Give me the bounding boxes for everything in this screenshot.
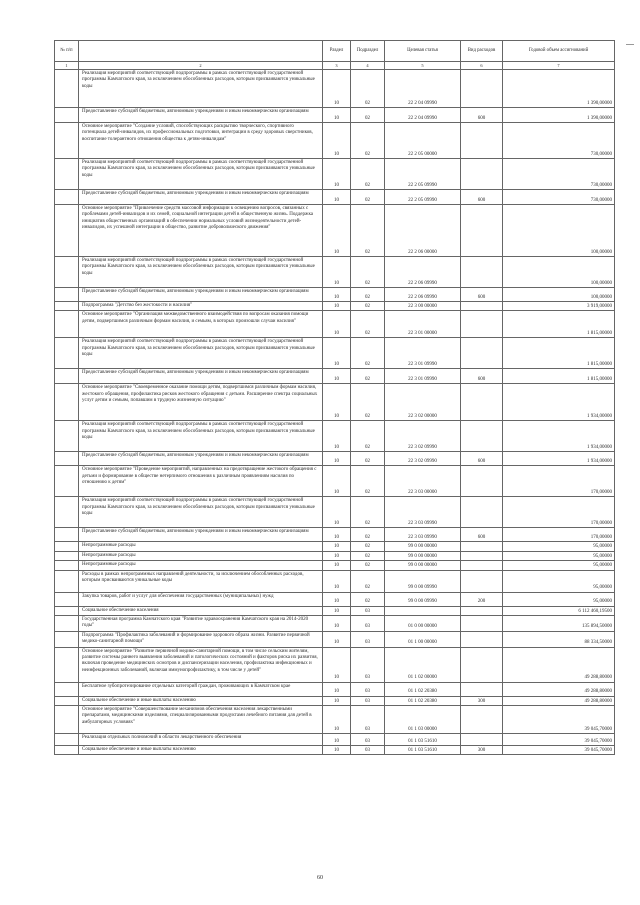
cell-razdel: 10 <box>323 570 351 592</box>
cell-vid <box>461 384 503 421</box>
cell-name: Реализация мероприятий соответствующей подпрограммы в рамках соответствующей государственной программы Камчатского края, за исключением обособленных расходов, которым присваиваются уникальные коды <box>79 70 323 108</box>
cell-podrazdel: 02 <box>351 551 385 560</box>
cell-sum: 730,00000 <box>503 159 615 190</box>
cell-podrazdel: 03 <box>351 745 385 754</box>
cell-vid <box>461 311 503 338</box>
header-num: № п/п <box>55 41 79 62</box>
cell-podrazdel: 03 <box>351 682 385 696</box>
cell-sum: 1 934,00000 <box>503 384 615 421</box>
cell-razdel: 10 <box>323 369 351 384</box>
cell-sum: 1 934,00000 <box>503 452 615 466</box>
cell-razdel: 10 <box>323 452 351 466</box>
cell-vid: 600 <box>461 452 503 466</box>
cell-sum: 49 288,80000 <box>503 647 615 682</box>
page-number: 60 <box>317 875 323 881</box>
cell-sum: 100,00000 <box>503 257 615 288</box>
cell-vid: 600 <box>461 288 503 302</box>
cell-num <box>55 561 79 570</box>
cell-razdel: 10 <box>323 647 351 682</box>
cell-target: 22 2 05 09990 <box>385 159 461 190</box>
cell-sum: 1 815,00000 <box>503 311 615 338</box>
cell-podrazdel: 03 <box>351 733 385 745</box>
cell-vid <box>461 705 503 733</box>
cell-sum: 39 045,70000 <box>503 705 615 733</box>
header-podrazdel: Подраздел <box>351 41 385 62</box>
cell-vid: 300 <box>461 745 503 754</box>
colnum: 6 <box>461 62 503 70</box>
cell-name: Предоставление субсидий бюджетным, автономным учреждениям и иным некоммерческим организациям <box>79 369 323 384</box>
cell-name: Предоставление субсидий бюджетным, автономным учреждениям и иным некоммерческим организациям <box>79 528 323 542</box>
cell-num <box>55 551 79 560</box>
cell-name: Непрограммные расходы <box>79 561 323 570</box>
cell-razdel: 10 <box>323 497 351 528</box>
table-row <box>55 369 615 384</box>
cell-sum: 95,00000 <box>503 542 615 551</box>
cell-name: Реализация мероприятий соответствующей подпрограммы в рамках соответствующей государственной программы Камчатского края, за исключением обособленных расходов, которым присваиваются уникальные коды <box>79 497 323 528</box>
table-row <box>55 528 615 542</box>
cell-razdel: 10 <box>323 528 351 542</box>
cell-name: Предоставление субсидий бюджетным, автономным учреждениям и иным некоммерческим организациям <box>79 288 323 302</box>
table-header <box>55 41 615 70</box>
cell-sum: 730,00000 <box>503 190 615 205</box>
cell-sum: 1 815,00000 <box>503 338 615 369</box>
cell-vid: 600 <box>461 528 503 542</box>
cell-sum: 95,00000 <box>503 561 615 570</box>
cell-target: 99 0 00 00000 <box>385 561 461 570</box>
table-row <box>55 745 615 754</box>
cell-podrazdel: 03 <box>351 615 385 631</box>
cell-sum: 1 390,00000 <box>503 108 615 123</box>
cell-sum: 6 112 460,19500 <box>503 606 615 615</box>
cell-podrazdel: 02 <box>351 452 385 466</box>
table-row <box>55 421 615 452</box>
cell-razdel: 10 <box>323 159 351 190</box>
cell-target: 01 1 02 20380 <box>385 696 461 705</box>
cell-vid <box>461 733 503 745</box>
table-row <box>55 551 615 560</box>
table-row <box>55 561 615 570</box>
cell-razdel: 10 <box>323 288 351 302</box>
table-row <box>55 190 615 205</box>
cell-num <box>55 302 79 311</box>
cell-target: 22 2 06 00000 <box>385 205 461 257</box>
cell-podrazdel: 02 <box>351 592 385 606</box>
cell-target: 99 0 00 00000 <box>385 542 461 551</box>
cell-name: Реализация отдельных полномочий в области лекарственного обеспечения <box>79 733 323 745</box>
cell-num <box>55 682 79 696</box>
edge-mark <box>626 44 634 45</box>
cell-podrazdel: 03 <box>351 647 385 682</box>
cell-target: 22 3 01 09990 <box>385 369 461 384</box>
cell-name: Основное мероприятие "Организация межведомственного взаимодействия по вопросам оказания помощи детям, подвергшимся различным формам насилия, и семьям, в которых произошли случаи насилия" <box>79 311 323 338</box>
cell-podrazdel: 02 <box>351 257 385 288</box>
cell-sum: 49 288,80000 <box>503 696 615 705</box>
cell-podrazdel: 02 <box>351 288 385 302</box>
cell-razdel: 10 <box>323 542 351 551</box>
cell-podrazdel: 02 <box>351 369 385 384</box>
cell-podrazdel: 02 <box>351 561 385 570</box>
cell-sum: 100,00000 <box>503 205 615 257</box>
cell-podrazdel: 02 <box>351 70 385 108</box>
cell-num <box>55 631 79 647</box>
cell-vid <box>461 647 503 682</box>
cell-razdel: 10 <box>323 384 351 421</box>
cell-name: Основное мероприятие "Привлечение средств массовой информации к освещению вопросов, связанных с проблемами детей-инвалидов и их семей, социальной интеграции детей в общественную жизнь. Поддержка инициатив общественных организаций в обеспечении нормальных условий жизнедеятельности детей-инвалидов, их успешной интеграции в общество, развитие добровольческого движения" <box>79 205 323 257</box>
cell-target: 01 1 03 51610 <box>385 745 461 754</box>
table-row <box>55 592 615 606</box>
cell-name: Социальное обеспечение населения <box>79 606 323 615</box>
table-row <box>55 705 615 733</box>
cell-num <box>55 542 79 551</box>
cell-vid <box>461 466 503 497</box>
cell-sum: 135 894,50000 <box>503 615 615 631</box>
cell-razdel: 10 <box>323 302 351 311</box>
cell-target: 01 1 02 20380 <box>385 682 461 696</box>
cell-name: Основное мероприятие "Проведение мероприятий, направленных на предотвращение жестокого обращения с детьми и формирование в обществе нетерпимого отношения к различным проявлениям насилия по отношению к детям" <box>79 466 323 497</box>
cell-vid <box>461 421 503 452</box>
table-row <box>55 570 615 592</box>
cell-podrazdel: 02 <box>351 159 385 190</box>
cell-name: Расходы в рамках непрограммных направлений деятельности, за исключением обособленных расходов, которым присваиваются уникальные коды <box>79 570 323 592</box>
cell-name: Закупка товаров, работ и услуг для обеспечения государственных (муниципальных) нужд <box>79 592 323 606</box>
cell-num <box>55 606 79 615</box>
cell-name: Предоставление субсидий бюджетным, автономным учреждениям и иным некоммерческим организациям <box>79 190 323 205</box>
cell-num <box>55 384 79 421</box>
cell-podrazdel: 02 <box>351 311 385 338</box>
cell-razdel: 10 <box>323 70 351 108</box>
cell-name: Бесплатное зубопротезирование отдельных категорий граждан, проживающих в Камчатском крае <box>79 682 323 696</box>
cell-vid <box>461 551 503 560</box>
cell-vid <box>461 159 503 190</box>
cell-sum: 3 919,00000 <box>503 302 615 311</box>
cell-podrazdel: 02 <box>351 190 385 205</box>
cell-name: Основное мероприятие "Развитие первичной медико-санитарной помощи, в том числе сельским жителям, развитие системы раннего выявления заболеваний и патологических состояний и факторов риска их развития, включая проведение медицинских осмотров и диспансеризации населения, профилактика инфекционных и неинфекционных заболеваний, включая иммунопрофилактику, в том числе у детей" <box>79 647 323 682</box>
cell-target: 01 1 02 00000 <box>385 647 461 682</box>
cell-sum: 170,00000 <box>503 497 615 528</box>
cell-num <box>55 311 79 338</box>
cell-razdel: 10 <box>323 123 351 159</box>
cell-podrazdel: 02 <box>351 528 385 542</box>
cell-target <box>385 606 461 615</box>
cell-name: Реализация мероприятий соответствующей подпрограммы в рамках соответствующей государственной программы Камчатского края, за исключением обособленных расходов, которым присваиваются уникальные коды <box>79 421 323 452</box>
cell-target: 22 3 03 09990 <box>385 497 461 528</box>
cell-vid: 200 <box>461 592 503 606</box>
cell-num <box>55 733 79 745</box>
cell-razdel: 10 <box>323 551 351 560</box>
header-name <box>79 41 323 62</box>
cell-podrazdel: 02 <box>351 542 385 551</box>
colnum: 2 <box>79 62 323 70</box>
header-vid: Вид расходов <box>461 41 503 62</box>
cell-target: 22 3 02 09990 <box>385 421 461 452</box>
cell-razdel: 10 <box>323 311 351 338</box>
cell-razdel: 10 <box>323 466 351 497</box>
cell-razdel: 10 <box>323 682 351 696</box>
cell-vid <box>461 338 503 369</box>
table-row <box>55 159 615 190</box>
cell-razdel: 10 <box>323 190 351 205</box>
table-row <box>55 682 615 696</box>
cell-name: Государственная программа Камчатского края "Развитие здравоохранения Камчатского края на 2014-2020 годы" <box>79 615 323 631</box>
table-row <box>55 205 615 257</box>
cell-name: Реализация мероприятий соответствующей подпрограммы в рамках соответствующей государственной программы Камчатского края, за исключением обособленных расходов, которым присваиваются уникальные коды <box>79 338 323 369</box>
cell-sum: 95,00000 <box>503 570 615 592</box>
cell-num <box>55 592 79 606</box>
cell-vid <box>461 606 503 615</box>
cell-sum: 88 334,50000 <box>503 631 615 647</box>
table-row <box>55 647 615 682</box>
cell-razdel: 10 <box>323 205 351 257</box>
cell-vid <box>461 205 503 257</box>
cell-num <box>55 528 79 542</box>
cell-podrazdel: 02 <box>351 108 385 123</box>
cell-razdel: 10 <box>323 421 351 452</box>
cell-vid <box>461 542 503 551</box>
cell-podrazdel: 02 <box>351 338 385 369</box>
cell-num <box>55 745 79 754</box>
cell-sum: 39 045,70000 <box>503 745 615 754</box>
cell-vid <box>461 497 503 528</box>
cell-num <box>55 452 79 466</box>
cell-vid: 300 <box>461 696 503 705</box>
column-number-row <box>55 62 615 70</box>
cell-target: 99 0 00 09990 <box>385 570 461 592</box>
header-sum: Годовой объем ассигнований <box>503 41 615 62</box>
cell-name: Непрограммные расходы <box>79 551 323 560</box>
cell-num <box>55 497 79 528</box>
cell-target: 01 1 00 00000 <box>385 631 461 647</box>
cell-vid: 600 <box>461 108 503 123</box>
cell-num <box>55 696 79 705</box>
table-body <box>55 70 615 755</box>
cell-podrazdel: 03 <box>351 705 385 733</box>
header-target: Целевая статья <box>385 41 461 62</box>
cell-num <box>55 123 79 159</box>
cell-podrazdel: 02 <box>351 497 385 528</box>
cell-name: Социальное обеспечение и иные выплаты населению <box>79 696 323 705</box>
cell-num <box>55 615 79 631</box>
cell-target: 22 3 01 09990 <box>385 338 461 369</box>
cell-podrazdel: 03 <box>351 606 385 615</box>
cell-sum: 170,00000 <box>503 528 615 542</box>
cell-num <box>55 108 79 123</box>
cell-sum: 1 390,00000 <box>503 70 615 108</box>
cell-razdel: 10 <box>323 631 351 647</box>
cell-num <box>55 257 79 288</box>
cell-target: 22 3 02 00000 <box>385 384 461 421</box>
cell-target: 01 1 03 00000 <box>385 705 461 733</box>
cell-num <box>55 421 79 452</box>
cell-target: 22 2 06 09990 <box>385 288 461 302</box>
cell-sum: 95,00000 <box>503 551 615 560</box>
header-razdel: Раздел <box>323 41 351 62</box>
cell-vid <box>461 302 503 311</box>
cell-target: 22 3 03 00000 <box>385 466 461 497</box>
table-row <box>55 288 615 302</box>
cell-num <box>55 338 79 369</box>
cell-vid <box>461 70 503 108</box>
cell-name: Основное мероприятие "Своевременное оказание помощи детям, подвергшимся различным формам насилия, жестокого обращения, профилактика рисков жестокого обращения с детьми. Расширение спектра социальных услуг детям и семьям, попавшим в трудную жизненную ситуацию" <box>79 384 323 421</box>
cell-sum: 730,00000 <box>503 123 615 159</box>
cell-num <box>55 705 79 733</box>
cell-vid: 600 <box>461 369 503 384</box>
cell-target: 01 1 03 51610 <box>385 733 461 745</box>
cell-target: 22 2 06 09990 <box>385 257 461 288</box>
cell-sum: 1 934,00000 <box>503 421 615 452</box>
table-row <box>55 615 615 631</box>
cell-podrazdel: 02 <box>351 570 385 592</box>
cell-num <box>55 570 79 592</box>
cell-podrazdel: 02 <box>351 384 385 421</box>
cell-name: Подпрограмма "Детство без жестокости и насилия" <box>79 302 323 311</box>
table-row <box>55 466 615 497</box>
cell-razdel: 10 <box>323 108 351 123</box>
cell-razdel: 10 <box>323 696 351 705</box>
cell-target: 22 3 00 00000 <box>385 302 461 311</box>
cell-podrazdel: 02 <box>351 205 385 257</box>
cell-name: Предоставление субсидий бюджетным, автономным учреждениям и иным некоммерческим организациям <box>79 108 323 123</box>
cell-razdel: 10 <box>323 592 351 606</box>
table-row <box>55 733 615 745</box>
colnum: 1 <box>55 62 79 70</box>
cell-target: 22 2 04 09990 <box>385 108 461 123</box>
cell-sum: 1 815,00000 <box>503 369 615 384</box>
cell-name: Основное мероприятие "Совершенствование механизмов обеспечения населения лекарственными препаратами, медицинскими изделиями, специализированными продуктами лечебного питания для детей в амбулаторных условиях" <box>79 705 323 733</box>
cell-podrazdel: 02 <box>351 302 385 311</box>
cell-num <box>55 466 79 497</box>
table-row <box>55 123 615 159</box>
cell-name: Реализация мероприятий соответствующей подпрограммы в рамках соответствующей государственной программы Камчатского края, за исключением обособленных расходов, которым присваиваются уникальные коды <box>79 159 323 190</box>
cell-target: 22 2 04 09990 <box>385 70 461 108</box>
table-row <box>55 497 615 528</box>
cell-target: 22 2 05 00000 <box>385 123 461 159</box>
cell-sum: 170,00000 <box>503 466 615 497</box>
colnum: 5 <box>385 62 461 70</box>
cell-num <box>55 647 79 682</box>
cell-razdel: 10 <box>323 257 351 288</box>
table-row <box>55 606 615 615</box>
cell-razdel: 10 <box>323 606 351 615</box>
cell-podrazdel: 02 <box>351 421 385 452</box>
cell-sum: 100,00000 <box>503 288 615 302</box>
cell-num <box>55 159 79 190</box>
table-row <box>55 70 615 108</box>
cell-target: 01 0 00 00000 <box>385 615 461 631</box>
cell-name: Реализация мероприятий соответствующей подпрограммы в рамках соответствующей государственной программы Камчатского края, за исключением обособленных расходов, которым присваиваются уникальные коды <box>79 257 323 288</box>
cell-vid: 600 <box>461 190 503 205</box>
cell-vid <box>461 123 503 159</box>
cell-sum: 39 045,70000 <box>503 733 615 745</box>
cell-target: 22 2 05 09990 <box>385 190 461 205</box>
cell-razdel: 10 <box>323 615 351 631</box>
table-row <box>55 311 615 338</box>
colnum: 4 <box>351 62 385 70</box>
cell-razdel: 10 <box>323 745 351 754</box>
cell-podrazdel: 03 <box>351 696 385 705</box>
cell-target: 99 0 00 09990 <box>385 592 461 606</box>
cell-vid <box>461 615 503 631</box>
cell-vid <box>461 257 503 288</box>
table-row <box>55 452 615 466</box>
cell-razdel: 10 <box>323 561 351 570</box>
cell-num <box>55 70 79 108</box>
cell-num <box>55 369 79 384</box>
colnum: 7 <box>503 62 615 70</box>
cell-target: 22 3 01 00000 <box>385 311 461 338</box>
table-row <box>55 257 615 288</box>
cell-num <box>55 205 79 257</box>
cell-vid <box>461 682 503 696</box>
cell-razdel: 10 <box>323 338 351 369</box>
cell-target: 22 3 02 09990 <box>385 452 461 466</box>
cell-vid <box>461 631 503 647</box>
budget-table <box>54 40 615 755</box>
cell-sum: 49 288,80000 <box>503 682 615 696</box>
cell-podrazdel: 03 <box>351 631 385 647</box>
table-row <box>55 631 615 647</box>
cell-target: 22 3 03 09990 <box>385 528 461 542</box>
cell-name: Подпрограмма "Профилактика заболеваний и формирование здорового образа жизни. Развитие первичной медико-санитарной помощи" <box>79 631 323 647</box>
cell-target: 99 0 00 00000 <box>385 551 461 560</box>
table-row <box>55 384 615 421</box>
table-row <box>55 338 615 369</box>
cell-name: Основное мероприятие "Создание условий, способствующих раскрытию творческого, спортивного потенциала детей-инвалидов, их профессиональных подготовки, интеграции в среду здоровых сверстников, воспитание толерантного отношения общества к детям-инвалидам" <box>79 123 323 159</box>
table-row <box>55 696 615 705</box>
cell-razdel: 10 <box>323 705 351 733</box>
table-row <box>55 542 615 551</box>
cell-sum: 95,00000 <box>503 592 615 606</box>
cell-vid <box>461 570 503 592</box>
cell-num <box>55 190 79 205</box>
table-row <box>55 108 615 123</box>
cell-num <box>55 288 79 302</box>
cell-vid <box>461 561 503 570</box>
cell-podrazdel: 02 <box>351 123 385 159</box>
cell-name: Социальное обеспечение и иные выплаты населению <box>79 745 323 754</box>
colnum: 3 <box>323 62 351 70</box>
table-row <box>55 302 615 311</box>
cell-razdel: 10 <box>323 733 351 745</box>
cell-podrazdel: 02 <box>351 466 385 497</box>
cell-name: Предоставление субсидий бюджетным, автономным учреждениям и иным некоммерческим организациям <box>79 452 323 466</box>
cell-name: Непрограммные расходы <box>79 542 323 551</box>
